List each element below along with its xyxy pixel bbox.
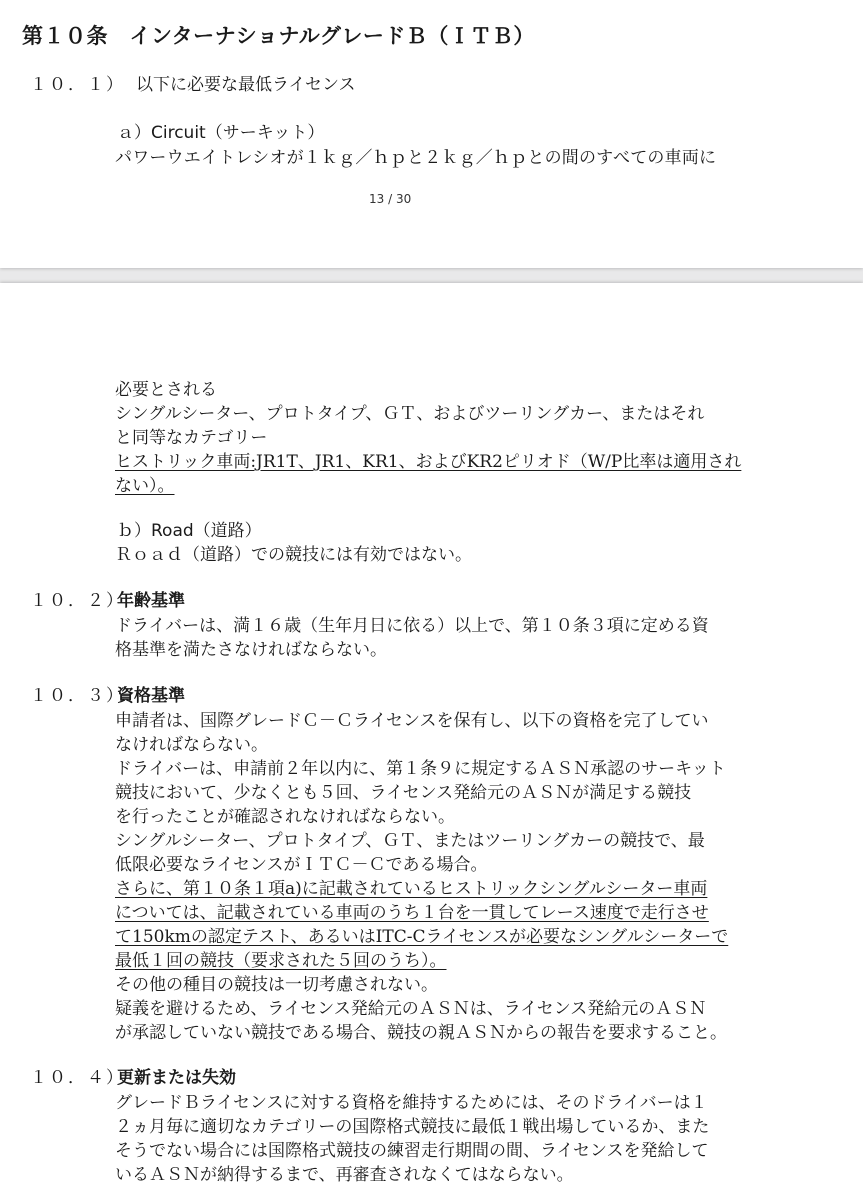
document-page-bottom	[0, 283, 863, 1200]
section-10-1-heading: 以下に必要な最低ライセンス	[136, 75, 356, 95]
section-10-3-line-underlined: さらに、第１０条１項a)に記載されているヒストリックシングルシーター車両	[115, 879, 708, 899]
a-cont-line: 必要とされる	[115, 380, 217, 400]
section-10-4-line: いるＡＳＮが納得するまで、再審査されなくてはならない。	[115, 1165, 574, 1185]
section-10-2-heading: 年齢基準	[117, 591, 185, 611]
a-cont-line-underlined: ヒストリック車両:JR1T、JR1、KR1、およびKR2ピリオド（W/P比率は適用され	[115, 452, 742, 472]
section-10-2-number: １０．２）	[30, 591, 125, 611]
section-10-3-line-underlined: については、記載されている車両のうち１台を一貫してレース速度で走行させ	[115, 903, 709, 923]
a-cont-line-underlined: ない）。	[115, 476, 175, 496]
section-10-3-line: その他の種目の競技は一切考慮されない。	[115, 975, 438, 995]
section-10-4-number: １０．４）	[30, 1068, 125, 1088]
section-10-1-number: １０．１）	[30, 75, 125, 95]
section-10-3-line: 申請者は、国際グレードＣ－Ｃライセンスを保有し、以下の資格を完了してい	[115, 711, 709, 731]
section-10-2-line: ドライバーは、満１６歳（生年月日に依る）以上で、第１０条３項に定める資	[115, 616, 709, 636]
a-cont-line: と同等なカテゴリー	[115, 428, 268, 448]
section-10-2-line: 格基準を満たさなければならない。	[115, 640, 387, 660]
section-10-3-line: を行ったことが確認されなければならない。	[115, 807, 455, 827]
document-page-top	[0, 0, 863, 268]
section-10-3-line: なければならない。	[115, 735, 268, 755]
section-10-3-line: 疑義を避けるため、ライセンス発給元のＡＳＮは、ライセンス発給元のＡＳＮ	[115, 999, 707, 1019]
section-10-4-heading: 更新または失効	[117, 1068, 236, 1088]
subsection-b-text: Ｒｏａｄ（道路）での競技には有効ではない。	[115, 545, 472, 565]
section-10-3-line: シングルシーター、プロトタイプ、ＧＴ、またはツーリングカーの競技で、最	[115, 831, 705, 851]
subsection-a-label: ａ）Circuit（サーキット）	[117, 123, 325, 143]
a-cont-line: シングルシーター、プロトタイプ、ＧＴ、およびツーリングカー、またはそれ	[115, 404, 705, 424]
section-10-4-line: グレードＢライセンスに対する資格を維持するためには、そのドライバーは１	[115, 1093, 708, 1113]
section-10-3-number: １０．３）	[30, 686, 125, 706]
subsection-a-line-1: パワーウエイトレシオが１ｋｇ／ｈｐと２ｋｇ／ｈｐとの間のすべての車両に	[115, 148, 717, 168]
section-10-3-line-underlined: 最低１回の競技（要求された５回のうち）。	[115, 951, 447, 971]
section-10-4-line: そうでない場合には国際格式競技の練習走行期間の間、ライセンスを発給して	[115, 1141, 709, 1161]
section-10-3-line: 競技において、少なくとも５回、ライセンス発給元のＡＳＮが満足する競技	[115, 783, 692, 803]
section-10-4-line: ２ヵ月毎に適切なカテゴリーの国際格式競技に最低１戦出場しているか、また	[115, 1117, 710, 1137]
subsection-b-label: ｂ）Road（道路）	[117, 521, 262, 541]
page-number: 13 / 30	[369, 192, 412, 206]
section-10-3-line-underlined: て150kmの認定テスト、あるいはITC-Cライセンスが必要なシングルシーターで	[115, 927, 729, 947]
article-title: 第１０条 インターナショナルグレードＢ（ＩＴＢ）	[22, 24, 535, 48]
section-10-3-heading: 資格基準	[117, 686, 185, 706]
section-10-3-line: が承認していない競技である場合、競技の親ＡＳＮからの報告を要求すること。	[115, 1023, 727, 1043]
section-10-3-line: 低限必要なライセンスがＩＴＣ－Ｃである場合。	[115, 855, 488, 875]
section-10-3-line: ドライバーは、申請前２年以内に、第１条９に規定するＡＳＮ承認のサーキット	[115, 759, 726, 779]
